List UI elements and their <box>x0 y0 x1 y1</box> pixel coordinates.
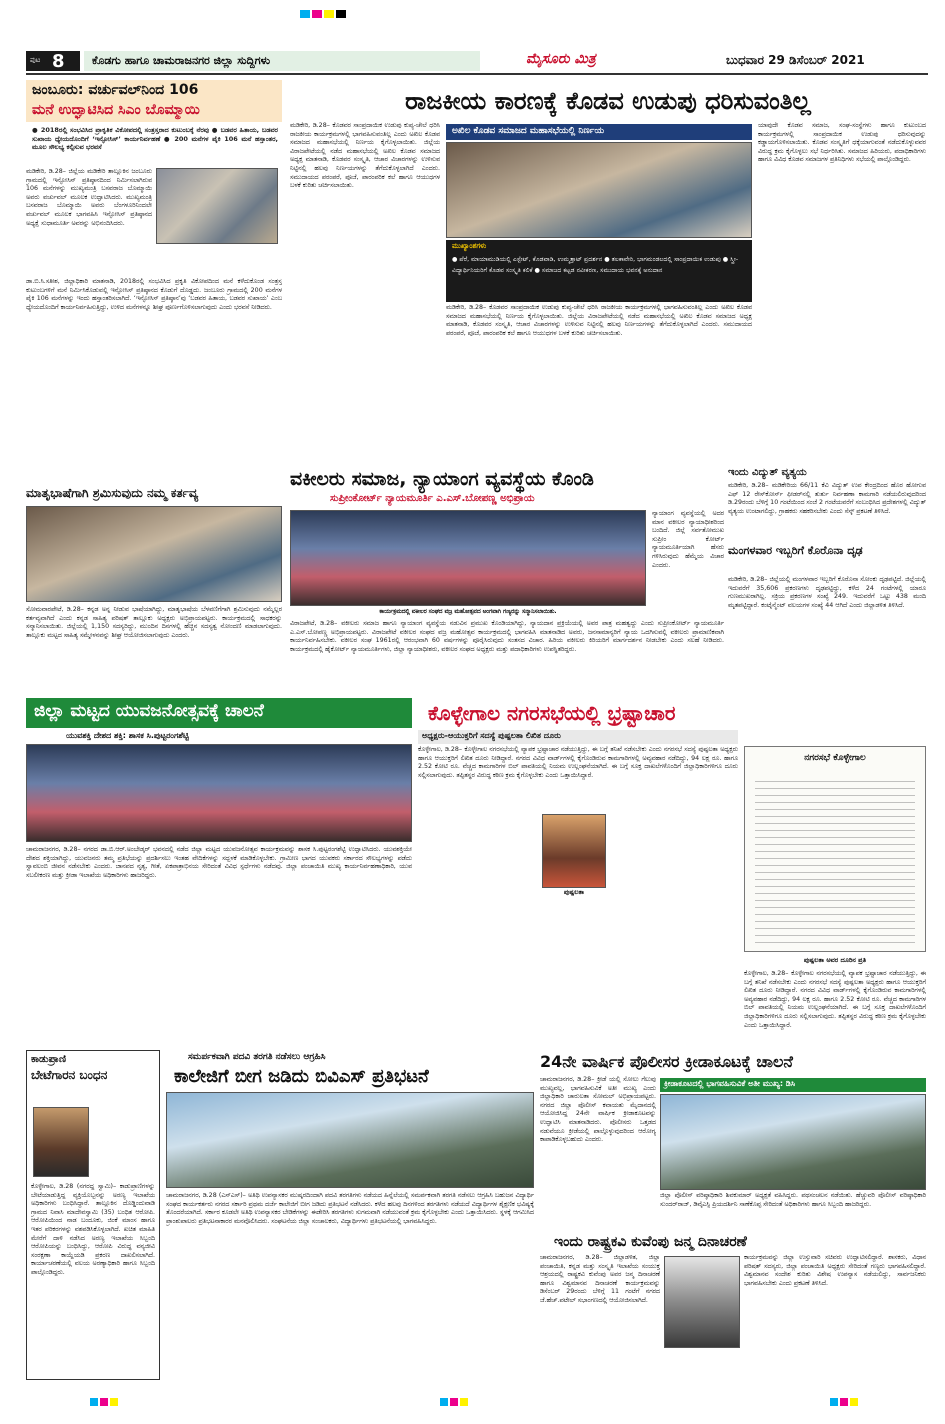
page-label: ಪುಟ <box>30 56 41 64</box>
issue-date: ಬುಧವಾರ 29 ಡಿಸೆಂಬರ್ 2021 <box>726 53 865 67</box>
story-body-1: ಮಡಿಕೇರಿ, ಡಿ.28– ಜಿಲ್ಲೆಯ ಮಡಿಕೇರಿ ತಾಲ್ಲೂಕಿನ ಜಂಬೂರು ಗ್ರಾಮದಲ್ಲಿ ಇನ್ಫೋಸಿಸ್ ಪ್ರತಿಷ್ಠಾನದಿಂದ ನಿರ್ಮಿಸಲಾಗಿರುವ 106 ಮನೆಗಳನ್ನು ಮುಖ್ಯಮಂತ್ರಿ ಬಸವರಾಜ ಬೊಮ್ಮಾಯಿ ಅವರು ವರ್ಚುವಲ್ ಮೂಲಕ ಉದ್ಘಾಟಿಸಿದರು. ಮುಖ್ಯಮಂತ್ರಿ ಬಸವರಾಜ ಬೊಮ್ಮಾಯಿ ಅವರು ಬೆಂಗಳೂರಿನಿಂದಲೇ ವರ್ಚುವಲ್ ಮೂಲಕ ಭಾಗವಹಿಸಿ ಇನ್ಫೋಸಿಸ್ ಪ್ರತಿಷ್ಠಾನದ ಅಧ್ಯಕ್ಷೆ ಸುಧಾಮೂರ್ತಿ ಅವರನ್ನು ಅಭಿನಂದಿಸಿದರು. <box>26 168 152 227</box>
page-number: 8 <box>52 51 65 72</box>
masthead-rule <box>26 73 928 75</box>
bvs-body: ಚಾಮರಾಜನಗರ, ಡಿ.28 (ಎಸ್‌ಎಸ್)– ಅತಿಥಿ ಉಪನ್ಯಾಸಕರ ಮುಷ್ಕರದಿಂದಾಗಿ ಪದವಿ ತರಗತಿಗಳು ನಡೆಯದ ಹಿನ್ನೆಲೆಯಲ್ಲಿ ಸಮರ್ಪಕವಾಗಿ ತರಗತಿ ನಡೆಸಲು ಆಗ್ರಹಿಸಿ ಬಹುಜನ ವಿದ್ಯಾರ್ಥಿ ಸಂಘದ ಕಾರ್ಯಕರ್ತರು ನಗರದ ಸರ್ಕಾರಿ ಪ್ರಥಮ ದರ್ಜೆ ಕಾಲೇಜಿಗೆ ಬೀಗ ಜಡಿದು ಪ್ರತಿಭಟನೆ ನಡೆಸಿದರು. ಕಳೆದ ಹಲವು ದಿನಗಳಿಂದ ತರಗತಿಗಳು ನಡೆಯದೆ ವಿದ್ಯಾರ್ಥಿಗಳ ಶೈಕ್ಷಣಿಕ ಭವಿಷ್ಯಕ್ಕೆ ತೊಂದರೆಯಾಗಿದೆ. ಸರ್ಕಾರ ಕೂಡಲೇ ಅತಿಥಿ ಉಪನ್ಯಾಸಕರ ಬೇಡಿಕೆಗಳನ್ನು ಈಡೇರಿಸಿ ತರಗತಿಗಳು ಸುಗಮವಾಗಿ ನಡೆಯುವಂತೆ ಕ್ರಮ ಕೈಗೊಳ್ಳಬೇಕು ಎಂದು ಒತ್ತಾಯಿಸಿದರು. ಸ್ಥಳಕ್ಕೆ ಆಗಮಿಸಿದ ಪ್ರಾಂಶುಪಾಲರು ಪ್ರತಿಭಟನಾಕಾರರ ಮನವೊಲಿಸಿದರು. ಸಂಘಟನೆಯ ಜಿಲ್ಲಾ ಸಂಚಾಲಕರು, ವಿದ್ಯಾರ್ಥಿಗಳು ಪ್ರತಿಭಟನೆಯಲ್ಲಿ ಭಾಗವಹಿಸಿದ್ದರು. <box>166 1192 534 1225</box>
newspaper-logo: ಮೈಸೂರು ಮಿತ್ರ <box>526 51 596 67</box>
headline-line-2: ಮನೆ ಉದ್ಘಾಟಿಸಿದ ಸಿಎಂ ಬೊಮ್ಮಾಯಿ <box>32 102 200 118</box>
story-kollegala <box>418 698 926 1044</box>
pushpalatha-portrait <box>542 814 606 888</box>
youth-festival-photo <box>26 744 412 842</box>
advocates-side-text: ನ್ಯಾಯಾಂಗ ವ್ಯವಸ್ಥೆಯಲ್ಲಿ ಅದರ ಮಾನ ವಕೀಲರ ನ್ಯಾಯಾಧೀಶರಿಂದ ಬಂದಿದೆ. ಜಿಲ್ಲೆ ಸರ್ವತೋಮುಖ ಸುಪ್ರೀಂ ಕೋರ್ಟ್ ನ್ಯಾಯಮೂರ್ತಿಯಾಗಿ ಹೆಸರು ಗಳಿಸಿರುವುದು ಹೆಮ್ಮೆಯ ವಿಚಾರ ಎಂದರು. <box>652 510 724 569</box>
advocates-photo-caption: ಕಾರ್ಯಕ್ರಮದಲ್ಲಿ ವಕೀಲರ ಸಂಘದ ವಜ್ರ ಮಹೋತ್ಸವದ ಅಂಗವಾಗಿ ಗಣ್ಯರನ್ನು ಸನ್ಮಾನಿಸಲಾಯಿತು. <box>379 609 557 615</box>
police-parade-photo <box>660 1094 926 1190</box>
key-points-title: ಮುಖ್ಯಾಂಶಗಳು <box>452 242 487 250</box>
registration-marks-top <box>0 0 945 30</box>
letter-header: ನಗರಸಭೆ ಕೊಳ್ಳೇಗಾಲ <box>804 753 866 763</box>
kodava-subhead: ಅಖಿಲ ಕೊಡವ ಸಮಾಜದ ಮಹಾಸಭೆಯಲ್ಲಿ ನಿರ್ಣಯ <box>452 126 605 136</box>
kollegala-subhead-band <box>418 730 738 744</box>
sports-photo-caption: ಕ್ರೀಡಾಕೂಟದಲ್ಲಿ ಭಾಗವಹಿಸುವಿಕೆ ಅತೀ ಮುಖ್ಯ: ಡಿಸಿ <box>664 1079 796 1088</box>
youth-headline: ಜಿಲ್ಲಾ ಮಟ್ಟದ ಯುವಜನೋತ್ಸವಕ್ಕೆ ಚಾಲನೆ <box>34 701 264 721</box>
mother-tongue-photo <box>26 506 282 602</box>
page-label-box <box>26 51 80 71</box>
kuvempu-body-2: ಕಾರ್ಯಕ್ರಮವನ್ನು ಜಿಲ್ಲಾ ಉಸ್ತುವಾರಿ ಸಚಿವರು ಉದ್ಘಾಟಿಸಲಿದ್ದಾರೆ. ಶಾಸಕರು, ವಿಧಾನ ಪರಿಷತ್ ಸದಸ್ಯರು, ಜಿಲ್ಲಾ ಪಂಚಾಯಿತಿ ಅಧ್ಯಕ್ಷರು ಸೇರಿದಂತೆ ಗಣ್ಯರು ಭಾಗವಹಿಸಲಿದ್ದಾರೆ. ವಿಶ್ವಮಾನವ ಸಂದೇಶ ಕುರಿತು ವಿಶೇಷ ಉಪನ್ಯಾಸ ನಡೆಯಲಿದ್ದು, ಸಾರ್ವಜನಿಕರು ಭಾಗವಹಿಸಬೇಕು ಎಂದು ಪ್ರಕಟಣೆ ತಿಳಿಸಿದೆ. <box>744 1254 926 1287</box>
bvs-headline: ಕಾಲೇಜಿಗೆ ಬೀಗ ಜಡಿದು ಬಿವಿಎಸ್ ಪ್ರತಿಭಟನೆ <box>174 1066 429 1087</box>
story-youth-festival <box>26 698 412 1044</box>
masthead <box>26 48 928 74</box>
kollegala-headline: ಕೊಳ್ಳೇಗಾಲ ನಗರಸಭೆಯಲ್ಲಿ ಭ್ರಷ್ಟಾಚಾರ <box>428 701 676 725</box>
kuvempu-headline: ಇಂದು ರಾಷ್ಟ್ರಕವಿ ಕುವೆಂಪು ಜನ್ಮ ದಿನಾಚರಣೆ <box>554 1234 747 1250</box>
story-advocates <box>290 466 724 692</box>
poacher-body: ಕೊಳ್ಳೇಗಾಲ, ಡಿ.28 (ನಗರದ್ದ ಸ್ವಾಮಿ)– ಕಾಡುಪ್ರಾಣಿಗಳನ್ನು ಬೇಟೆಯಾಡುತ್ತಿದ್ದ ವ್ಯಕ್ತಿಯೊಬ್ಬನನ್ನು ಅರಣ್ಯ ಇಲಾಖೆಯ ಅಧಿಕಾರಿಗಳು ಬಂಧಿಸಿದ್ದಾರೆ. ತಾಲ್ಲೂಕಿನ ದೊಡ್ಡಿಂದುವಾಡಿ ಗ್ರಾಮದ ನಿವಾಸಿ ಮಾದೇವಸ್ವಾಮಿ (35) ಬಂಧಿತ ಆರೋಪಿ. ಆರೋಪಿಯಿಂದ ನಾಡ ಬಂದೂಕು, ಜಿಂಕೆ ಮಾಂಸ ಹಾಗೂ ಇತರ ಪರಿಕರಗಳನ್ನು ವಶಪಡಿಸಿಕೊಳ್ಳಲಾಗಿದೆ. ಖಚಿತ ಮಾಹಿತಿ ಮೇರೆಗೆ ದಾಳಿ ನಡೆಸಿದ ಅರಣ್ಯ ಇಲಾಖೆಯ ಸಿಬ್ಬಂದಿ ಆರೋಪಿಯನ್ನು ಬಂಧಿಸಿದ್ದು, ಆರೋಪಿ ವಿರುದ್ಧ ವನ್ಯಜೀವಿ ಸಂರಕ್ಷಣಾ ಕಾಯ್ದೆಯಡಿ ಪ್ರಕರಣ ದಾಖಲಿಸಲಾಗಿದೆ. ಕಾರ್ಯಾಚರಣೆಯಲ್ಲಿ ವಲಯ ಅರಣ್ಯಾಧಿಕಾರಿ ಹಾಗೂ ಸಿಬ್ಬಂದಿ ಪಾಲ್ಗೊಂಡಿದ್ದರು. <box>31 1183 155 1276</box>
letter-caption: ಪುಷ್ಪಲತಾ ಅವರ ದೂರಿನ ಪ್ರತಿ <box>803 956 867 964</box>
story-kuvempu <box>540 1232 926 1380</box>
kollegala-body: ಕೊಳ್ಳೇಗಾಲ, ಡಿ.28– ಕೊಳ್ಳೇಗಾಲ ನಗರಸಭೆಯಲ್ಲಿ ವ್ಯಾಪಕ ಭ್ರಷ್ಟಾಚಾರ ನಡೆಯುತ್ತಿದ್ದು, ಈ ಬಗ್ಗೆ ತನಿಖೆ ನಡೆಸಬೇಕು ಎಂದು ನಗರಸಭೆ ಸದಸ್ಯೆ ಪುಷ್ಪಲತಾ ಅಧ್ಯಕ್ಷರು ಹಾಗೂ ಆಯುಕ್ತರಿಗೆ ಲಿಖಿತ ದೂರು ನೀಡಿದ್ದಾರೆ. ನಗರದ ವಿವಿಧ ವಾರ್ಡ್‌ಗಳಲ್ಲಿ ಕೈಗೊಂಡಿರುವ ಕಾಮಗಾರಿಗಳಲ್ಲಿ ಅವ್ಯವಹಾರ ನಡೆದಿದ್ದು, 94 ಲಕ್ಷ ರೂ. ಹಾಗೂ 2.52 ಕೋಟಿ ರೂ. ವೆಚ್ಚದ ಕಾಮಗಾರಿಗಳ ಬಿಲ್ ಪಾವತಿಯಲ್ಲಿ ನಿಯಮ ಉಲ್ಲಂಘನೆಯಾಗಿದೆ. ಈ ಬಗ್ಗೆ ಸೂಕ್ತ ದಾಖಲೆಗಳೊಂದಿಗೆ ಜಿಲ್ಲಾಧಿಕಾರಿಗಳಿಗೂ ದೂರು ಸಲ್ಲಿಸಲಾಗುವುದು. ತಪ್ಪಿತಸ್ಥರ ವಿರುದ್ಧ ಕಠಿಣ ಕ್ರಮ ಕೈಗೊಳ್ಳಬೇಕು ಎಂದು ಒತ್ತಾಯಿಸಿದ್ದಾರೆ. <box>418 746 738 779</box>
kuvempu-body-1: ಚಾಮರಾಜನಗರ, ಡಿ.28– ಜಿಲ್ಲಾಡಳಿತ, ಜಿಲ್ಲಾ ಪಂಚಾಯಿತಿ, ಕನ್ನಡ ಮತ್ತು ಸಂಸ್ಕೃತಿ ಇಲಾಖೆಯ ಸಂಯುಕ್ತ ಆಶ್ರಯದಲ್ಲಿ ರಾಷ್ಟ್ರಕವಿ ಕುವೆಂಪು ಅವರ ಜನ್ಮ ದಿನಾಚರಣೆ ಹಾಗೂ ವಿಶ್ವಮಾನವ ದಿನಾಚರಣೆ ಕಾರ್ಯಕ್ರಮವನ್ನು ಡಿಸೆಂಬರ್ 29ರಂದು ಬೆಳಿಗ್ಗೆ 11 ಗಂಟೆಗೆ ನಗರದ ಜೆ.ಹೆಚ್.ಪಟೇಲ್ ಸಭಾಂಗಣದಲ್ಲಿ ಆಯೋಜಿಸಲಾಗಿದೆ. <box>540 1254 660 1304</box>
section-title: ಕೊಡಗು ಹಾಗೂ ಚಾಮರಾಜನಗರ ಜಿಲ್ಲಾ ಸುದ್ದಿಗಳು <box>92 54 271 67</box>
letter-lines <box>755 775 915 945</box>
corona-headline: ಮಂಗಳವಾರ ಇಬ್ಬರಿಗೆ ಕೊರೊನಾ ದೃಢ <box>728 544 863 557</box>
youth-body: ಚಾಮರಾಜನಗರ, ಡಿ.28– ನಗರದ ಡಾ.ಬಿ.ಆರ್.ಅಂಬೇಡ್ಕರ್ ಭವನದಲ್ಲಿ ನಡೆದ ಜಿಲ್ಲಾ ಮಟ್ಟದ ಯುವಜನೋತ್ಸವ ಕಾರ್ಯಕ್ರಮವನ್ನು ಶಾಸಕ ಸಿ.ಪುಟ್ಟರಂಗಶೆಟ್ಟಿ ಉದ್ಘಾಟಿಸಿದರು. ಯುವಶಕ್ತಿಯೇ ದೇಶದ ಶಕ್ತಿಯಾಗಿದ್ದು, ಯುವಜನರು ತಮ್ಮ ಪ್ರತಿಭೆಯನ್ನು ಪ್ರದರ್ಶಿಸಲು ಇಂತಹ ವೇದಿಕೆಗಳನ್ನು ಸದ್ಬಳಕೆ ಮಾಡಿಕೊಳ್ಳಬೇಕು. ಗ್ರಾಮೀಣ ಭಾಗದ ಯುವಕರು ಸರ್ಕಾರದ ಸೌಲಭ್ಯಗಳನ್ನು ಪಡೆದು ಸ್ವಾವಲಂಬಿ ಜೀವನ ನಡೆಸಬೇಕು ಎಂದರು. ಜಾನಪದ ನೃತ್ಯ, ಗೀತೆ, ಏಕಪಾತ್ರಾಭಿನಯ ಸೇರಿದಂತೆ ವಿವಿಧ ಸ್ಪರ್ಧೆಗಳು ನಡೆದವು. ಜಿಲ್ಲಾ ಪಂಚಾಯಿತಿ ಮುಖ್ಯ ಕಾರ್ಯನಿರ್ವಹಣಾಧಿಕಾರಿ, ಯುವ ಸಬಲೀಕರಣ ಮತ್ತು ಕ್ರೀಡಾ ಇಲಾಖೆಯ ಅಧಿಕಾರಿಗಳು ಹಾಜರಿದ್ದರು. <box>26 846 412 879</box>
section-title-band <box>84 51 480 71</box>
poacher-headline-2: ಬೇಟೆಗಾರನ ಬಂಧನ <box>31 1068 108 1082</box>
kodava-body-3: ಮಡಿಕೇರಿ, ಡಿ.28– ಕೊಡವರ ಸಾಂಪ್ರದಾಯಿಕ ಉಡುಪು ಕುಪ್ಯ-ಚೇಲೆ ಧರಿಸಿ ರಾಜಕೀಯ ಕಾರ್ಯಕ್ರಮಗಳಲ್ಲಿ ಭಾಗವಹಿಸುವಂತಿಲ್ಲ ಎಂದು ಅಖಿಲ ಕೊಡವ ಸಮಾಜದ ಮಹಾಸಭೆಯಲ್ಲಿ ನಿರ್ಣಯ ಕೈಗೊಳ್ಳಲಾಯಿತು. ಜಿಲ್ಲೆಯ ವಿರಾಜಪೇಟೆಯಲ್ಲಿ ನಡೆದ ಮಹಾಸಭೆಯಲ್ಲಿ ಅಖಿಲ ಕೊಡವ ಸಮಾಜದ ಅಧ್ಯಕ್ಷ ಮಾತನಾಡಿ, ಕೊಡವರ ಸಂಸ್ಕೃತಿ, ಆಚಾರ ವಿಚಾರಗಳನ್ನು ಉಳಿಸುವ ನಿಟ್ಟಿನಲ್ಲಿ ಹಲವು ನಿರ್ಣಯಗಳನ್ನು ತೆಗೆದುಕೊಳ್ಳಲಾಗಿದೆ ಎಂದರು. ಸಮುದಾಯದ ಪರಂಪರೆ, ಪೂಜೆ, ಪಾರಂಪರಿಕ ಕಲೆ ಹಾಗೂ ಆಯುಧಗಳ ಬಳಕೆ ಕುರಿತು ಚರ್ಚಿಸಲಾಯಿತು. <box>446 304 752 337</box>
story-bvs-protest <box>166 1050 534 1380</box>
bullet-points: ● 2018ರಲ್ಲಿ ಸಂಭವಿಸಿದ ಪ್ರಾಕೃತಿಕ ವಿಕೋಪದಲ್ಲಿ ಸಂತ್ರಸ್ತರಾದ ಕುಟುಂಬಕ್ಕೆ ನೆರವು ● ಬಡವರ ಹಿತಾಯ, ಬಡವರ ಸುಖಾಯ ಧ್ಯೇಯದೊಂದಿಗೆ ‘ಇನ್ಫೋಸಿಸ್’ ಕಾರ್ಯನಿರ್ವಹಣೆ ● 200 ಮನೆಗಳ ಪೈಕಿ 106 ಮನೆ ಹಸ್ತಾಂತರ, ಮೂಲ ಸೌಲಭ್ಯ ಕಲ್ಪಿಸುವ ಭರವಸೆ <box>32 126 278 152</box>
story-corona <box>728 544 926 692</box>
youth-headline-band <box>26 698 412 728</box>
story-poacher <box>26 1050 160 1380</box>
advocates-subhead: ಸುಪ್ರೀಂಕೋರ್ಟ್ ನ್ಯಾಯಮೂರ್ತಿ ಎ.ಎಸ್.ಬೋಪಣ್ಣ ಅಭಿಪ್ರಾಯ <box>330 493 535 504</box>
sports-body-2: ಜಿಲ್ಲಾ ಪೊಲೀಸ್ ವರಿಷ್ಠಾಧಿಕಾರಿ ಶಿವಕುಮಾರ್ ಅಧ್ಯಕ್ಷತೆ ವಹಿಸಿದ್ದರು. ಪಥಸಂಚಲನ ನಡೆಯಿತು. ಹೆಚ್ಚುವರಿ ಪೊಲೀಸ್ ವರಿಷ್ಠಾಧಿಕಾರಿ ಸುಂದರ್‌ರಾಜ್, ಡಿವೈಎಸ್ಪಿ ಪ್ರಿಯದರ್ಶಿನಿ ಸಾಣೆಕೊಪ್ಪ ಸೇರಿದಂತೆ ಅಧಿಕಾರಿಗಳು ಹಾಗೂ ಸಿಬ್ಬಂದಿ ಹಾಜರಿದ್ದರು. <box>660 1192 926 1208</box>
key-points-list: ● ಪೆರೆ, ಮಾಯಾಮುಡಿಯಲ್ಲಿ ಎಸ್ಟೇಟ್, ಕೊಡವಾಡಿ, ಉಮ್ಮತ್ತಾಟ್ ಪ್ರದರ್ಶನ ● ತಲಕಾವೇರಿ, ಭಾಗಮಂಡಲದಲ್ಲಿ ಸಾಂಪ್ರದಾಯಿಕ ಉಡುಪು ● ಸ್ತ್ರೀ-ವಿದ್ಯಾರ್ಥಿನಿಯರಿಗೆ ಕೊಡವ ಸಂಸ್ಕೃತಿ ಕಲಿಕೆ ● ಸಮಾಜದ ಕಟ್ಟಡ ನವೀಕರಣ, ಸಮುದಾಯ ಭವನಕ್ಕೆ ಅನುದಾನ <box>452 256 739 274</box>
key-points-box <box>446 240 752 302</box>
story-power-outage <box>728 466 926 540</box>
bvs-kicker: ಸಮರ್ಪಕವಾಗಿ ಪದವಿ ತರಗತಿ ನಡೆಸಲು ಆಗ್ರಹಿಸಿ <box>188 1052 326 1062</box>
advocates-body: ವಿರಾಜಪೇಟೆ, ಡಿ.28– ವಕೀಲರು ಸಮಾಜ ಹಾಗೂ ನ್ಯಾಯಾಂಗ ವ್ಯವಸ್ಥೆಯ ನಡುವಿನ ಪ್ರಮುಖ ಕೊಂಡಿಯಾಗಿದ್ದು, ನ್ಯಾಯದಾನ ಪ್ರಕ್ರಿಯೆಯಲ್ಲಿ ಅವರ ಪಾತ್ರ ಮಹತ್ವದ್ದು ಎಂದು ಸುಪ್ರೀಂಕೋರ್ಟ್ ನ್ಯಾಯಮೂರ್ತಿ ಎ.ಎಸ್.ಬೋಪಣ್ಣ ಅಭಿಪ್ರಾಯಪಟ್ಟರು. ವಿರಾಜಪೇಟೆ ವಕೀಲರ ಸಂಘದ ವಜ್ರ ಮಹೋತ್ಸವ ಕಾರ್ಯಕ್ರಮದಲ್ಲಿ ಭಾಗವಹಿಸಿ ಮಾತನಾಡಿದ ಅವರು, ಜನಸಾಮಾನ್ಯರಿಗೆ ನ್ಯಾಯ ಒದಗಿಸುವಲ್ಲಿ ವಕೀಲರು ಪ್ರಾಮಾಣಿಕವಾಗಿ ಕಾರ್ಯನಿರ್ವಹಿಸಬೇಕು. ವಕೀಲರ ಸಂಘ 1961ರಲ್ಲಿ ಆರಂಭವಾಗಿ 60 ವರ್ಷಗಳನ್ನು ಪೂರೈಸಿರುವುದು ಸಂತಸದ ವಿಚಾರ. ಹಿರಿಯ ವಕೀಲರು ಕಿರಿಯರಿಗೆ ಮಾರ್ಗದರ್ಶನ ನೀಡಬೇಕು ಎಂದು ಸಲಹೆ ನೀಡಿದರು. ಕಾರ್ಯಕ್ರಮದಲ್ಲಿ ಹೈಕೋರ್ಟ್ ನ್ಯಾಯಮೂರ್ತಿಗಳು, ಜಿಲ್ಲಾ ನ್ಯಾಯಾಧೀಶರು, ವಕೀಲರ ಸಂಘದ ಅಧ್ಯಕ್ಷರು ಮತ್ತು ಪದಾಧಿಕಾರಿಗಳು ಉಪಸ್ಥಿತರಿದ್ದರು. <box>290 620 724 653</box>
kodava-body-2: ಯಾವುದೇ ಕೊಡವ ಸಮಾಜ, ಸಂಘ-ಸಂಸ್ಥೆಗಳು ಹಾಗೂ ಕುಟುಂಬದ ಕಾರ್ಯಕ್ರಮಗಳಲ್ಲಿ ಸಾಂಪ್ರದಾಯಿಕ ಉಡುಪು ಧರಿಸುವುದನ್ನು ಕಡ್ಡಾಯಗೊಳಿಸಲಾಯಿತು. ಕೊಡವ ಸಂಸ್ಕೃತಿಗೆ ಧಕ್ಕೆಯಾಗುವಂತೆ ನಡೆದುಕೊಳ್ಳುವವರ ವಿರುದ್ಧ ಕ್ರಮ ಕೈಗೊಳ್ಳಲು ಸಭೆ ನಿರ್ಧರಿಸಿತು. ಸಮಾಜದ ಹಿರಿಯರು, ಪದಾಧಿಕಾರಿಗಳು ಹಾಗೂ ವಿವಿಧ ಕೊಡವ ಸಮಾಜಗಳ ಪ್ರತಿನಿಧಿಗಳು ಸಭೆಯಲ್ಲಿ ಪಾಲ್ಗೊಂಡಿದ್ದರು. <box>758 122 926 164</box>
kuvempu-portrait <box>664 1256 740 1348</box>
advocates-headline: ವಕೀಲರು ಸಮಾಜ, ನ್ಯಾಯಾಂಗ ವ್ಯವಸ್ಥೆಯ ಕೊಂಡಿ <box>290 468 594 490</box>
story-mother-tongue <box>26 484 282 690</box>
story-kodava <box>290 82 926 462</box>
headline-box <box>26 80 282 122</box>
story-jamburu <box>26 80 282 478</box>
headline-line-1: ಜಂಬೂರು: ವರ್ಚುವಲ್‌ನಿಂದ 106 <box>32 82 199 98</box>
youth-subhead: ಯುವಶಕ್ತಿ ದೇಶದ ಶಕ್ತಿ: ಶಾಸಕ ಸಿ.ಪುಟ್ಟರಂಗಶೆಟ್ಟಿ <box>66 731 189 740</box>
advocates-event-photo <box>290 510 646 606</box>
kollegala-subhead: ಅಧ್ಯಕ್ಷರು-ಆಯುಕ್ತರಿಗೆ ಸದಸ್ಯೆ ಪುಷ್ಪಲತಾ ಲಿಖಿತ ದೂರು <box>422 731 561 740</box>
kodava-body-1: ಮಡಿಕೇರಿ, ಡಿ.28– ಕೊಡವರ ಸಾಂಪ್ರದಾಯಿಕ ಉಡುಪು ಕುಪ್ಯ-ಚೇಲೆ ಧರಿಸಿ ರಾಜಕೀಯ ಕಾರ್ಯಕ್ರಮಗಳಲ್ಲಿ ಭಾಗವಹಿಸುವಂತಿಲ್ಲ ಎಂದು ಅಖಿಲ ಕೊಡವ ಸಮಾಜದ ಮಹಾಸಭೆಯಲ್ಲಿ ನಿರ್ಣಯ ಕೈಗೊಳ್ಳಲಾಯಿತು. ಜಿಲ್ಲೆಯ ವಿರಾಜಪೇಟೆಯಲ್ಲಿ ನಡೆದ ಮಹಾಸಭೆಯಲ್ಲಿ ಅಖಿಲ ಕೊಡವ ಸಮಾಜದ ಅಧ್ಯಕ್ಷ ಮಾತನಾಡಿ, ಕೊಡವರ ಸಂಸ್ಕೃತಿ, ಆಚಾರ ವಿಚಾರಗಳನ್ನು ಉಳಿಸುವ ನಿಟ್ಟಿನಲ್ಲಿ ಹಲವು ನಿರ್ಣಯಗಳನ್ನು ತೆಗೆದುಕೊಳ್ಳಲಾಗಿದೆ ಎಂದರು. ಸಮುದಾಯದ ಪರಂಪರೆ, ಪೂಜೆ, ಪಾರಂಪರಿಕ ಕಲೆ ಹಾಗೂ ಆಯುಧಗಳ ಬಳಕೆ ಕುರಿತು ಚರ್ಚಿಸಲಾಯಿತು. <box>290 122 440 190</box>
kollegala-body-2: ಕೊಳ್ಳೇಗಾಲ, ಡಿ.28– ಕೊಳ್ಳೇಗಾಲ ನಗರಸಭೆಯಲ್ಲಿ ವ್ಯಾಪಕ ಭ್ರಷ್ಟಾಚಾರ ನಡೆಯುತ್ತಿದ್ದು, ಈ ಬಗ್ಗೆ ತನಿಖೆ ನಡೆಸಬೇಕು ಎಂದು ನಗರಸಭೆ ಸದಸ್ಯೆ ಪುಷ್ಪಲತಾ ಅಧ್ಯಕ್ಷರು ಹಾಗೂ ಆಯುಕ್ತರಿಗೆ ಲಿಖಿತ ದೂರು ನೀಡಿದ್ದಾರೆ. ನಗರದ ವಿವಿಧ ವಾರ್ಡ್‌ಗಳಲ್ಲಿ ಕೈಗೊಂಡಿರುವ ಕಾಮಗಾರಿಗಳಲ್ಲಿ ಅವ್ಯವಹಾರ ನಡೆದಿದ್ದು, 94 ಲಕ್ಷ ರೂ. ಹಾಗೂ 2.52 ಕೋಟಿ ರೂ. ವೆಚ್ಚದ ಕಾಮಗಾರಿಗಳ ಬಿಲ್ ಪಾವತಿಯಲ್ಲಿ ನಿಯಮ ಉಲ್ಲಂಘನೆಯಾಗಿದೆ. ಈ ಬಗ್ಗೆ ಸೂಕ್ತ ದಾಖಲೆಗಳೊಂದಿಗೆ ಜಿಲ್ಲಾಧಿಕಾರಿಗಳಿಗೂ ದೂರು ಸಲ್ಲಿಸಲಾಗುವುದು. ತಪ್ಪಿತಸ್ಥರ ವಿರುದ್ಧ ಕಠಿಣ ಕ್ರಮ ಕೈಗೊಳ್ಳಬೇಕು ಎಂದು ಒತ್ತಾಯಿಸಿದ್ದಾರೆ. <box>744 970 926 1029</box>
story-body-2: ಡಾ.ಬಿ.ಸಿ.ಸತೀಶ, ಜಿಲ್ಲಾಧಿಕಾರಿ ಮಾತನಾಡಿ, 2018ರಲ್ಲಿ ಸಂಭವಿಸಿದ ಪ್ರಕೃತಿ ವಿಕೋಪದಿಂದ ಮನೆ ಕಳೆದುಕೊಂಡ ಸಂತ್ರಸ್ತ ಕುಟುಂಬಗಳಿಗೆ ಮನೆ ನಿರ್ಮಿಸಿಕೊಡುವಲ್ಲಿ ಇನ್ಫೋಸಿಸ್ ಪ್ರತಿಷ್ಠಾನದ ಕೊಡುಗೆ ದೊಡ್ಡದು. ಜಂಬೂರು ಗ್ರಾಮದಲ್ಲಿ 200 ಮನೆಗಳ ಪೈಕಿ 106 ಮನೆಗಳನ್ನು ಇಂದು ಹಸ್ತಾಂತರಿಸಲಾಗಿದೆ. ‘ಇನ್ಫೋಸಿಸ್ ಪ್ರತಿಷ್ಠಾನ’ವು ‘ಬಡವರ ಹಿತಾಯ, ಬಡವರ ಸುಖಾಯ’ ಎಂಬ ಧ್ಯೇಯದೊಂದಿಗೆ ಕಾರ್ಯನಿರ್ವಹಿಸುತ್ತಿದ್ದು, ಉಳಿದ ಮನೆಗಳನ್ನೂ ಶೀಘ್ರ ಪೂರ್ಣಗೊಳಿಸಲಾಗುವುದು ಎಂದು ಭರವಸೆ ನೀಡಿದರು. <box>26 278 282 311</box>
poacher-photo <box>33 1107 89 1177</box>
poacher-headline-1: ಕಾಡುಪ್ರಾಣಿ <box>31 1054 67 1065</box>
kodava-headline: ರಾಜಕೀಯ ಕಾರಣಕ್ಕೆ ಕೊಡವ ಉಡುಪು ಧರಿಸುವಂತಿಲ್ಲ <box>405 87 811 115</box>
mother-tongue-headline: ಮಾತೃಭಾಷೆಗಾಗಿ ಶ್ರಮಿಸುವುದು ನಮ್ಮ ಕರ್ತವ್ಯ <box>26 486 199 500</box>
mother-tongue-body: ಸೋಮವಾರಪೇಟೆ, ಡಿ.28– ಕನ್ನಡ ಅನ್ನ ನೀಡುವ ಭಾಷೆಯಾಗಿದ್ದು, ಮಾತೃಭಾಷೆಯ ಬೆಳವಣಿಗೆಗಾಗಿ ಶ್ರಮಿಸುವುದು ನಮ್ಮೆಲ್ಲರ ಕರ್ತವ್ಯವಾಗಿದೆ ಎಂದು ಕನ್ನಡ ಸಾಹಿತ್ಯ ಪರಿಷತ್ ತಾಲ್ಲೂಕು ಅಧ್ಯಕ್ಷರು ಅಭಿಪ್ರಾಯಪಟ್ಟರು. ಕಾರ್ಯಕ್ರಮದಲ್ಲಿ ಸಾಧಕರನ್ನು ಸನ್ಮಾನಿಸಲಾಯಿತು. ಜಿಲ್ಲೆಯಲ್ಲಿ 1,150 ಸದಸ್ಯರಿದ್ದು, ಮುಂದಿನ ದಿನಗಳಲ್ಲಿ ಹೆಚ್ಚಿನ ಸದಸ್ಯತ್ವ ನೋಂದಣಿ ಮಾಡಲಾಗುವುದು. ತಾಲ್ಲೂಕು ಮಟ್ಟದ ಸಾಹಿತ್ಯ ಸಮ್ಮೇಳನವನ್ನು ಶೀಘ್ರ ಆಯೋಜಿಸಲಾಗುವುದು ಎಂದರು. <box>26 606 282 639</box>
virtual-inauguration-photo <box>156 168 278 244</box>
complaint-letter <box>744 746 926 952</box>
bvs-protest-photo <box>166 1092 534 1188</box>
story-police-sports <box>540 1050 926 1228</box>
power-body: ಮಡಿಕೇರಿ, ಡಿ.28– ಮಡಿಕೇರಿಯ 66/11 ಕೆವಿ ವಿದ್ಯುತ್ ಉಪ ಕೇಂದ್ರದಿಂದ ಹೊರ ಹೋಗುವ ಎಫ್ 12 ರೇಸ್‌ಕೋರ್ಸ್ ಫೀಡರ್‌ನಲ್ಲಿ ತುರ್ತು ನಿರ್ವಹಣಾ ಕಾಮಗಾರಿ ನಡೆಯಲಿರುವುದರಿಂದ ಡಿ.29ರಂದು ಬೆಳಿಗ್ಗೆ 10 ಗಂಟೆಯಿಂದ ಸಂಜೆ 2 ಗಂಟೆಯವರೆಗೆ ಸಂಬಂಧಿಸಿದ ಪ್ರದೇಶಗಳಲ್ಲಿ ವಿದ್ಯುತ್ ವ್ಯತ್ಯಯ ಉಂಟಾಗಲಿದ್ದು, ಗ್ರಾಹಕರು ಸಹಕರಿಸಬೇಕು ಎಂದು ಸೆಸ್ಕ್ ಪ್ರಕಟಣೆ ತಿಳಿಸಿದೆ. <box>728 482 926 515</box>
kodava-subhead-band <box>446 124 752 140</box>
sports-headline: 24ನೇ ವಾರ್ಷಿಕ ಪೊಲೀಸರ ಕ್ರೀಡಾಕೂಟಕ್ಕೆ ಚಾಲನೆ <box>540 1052 793 1071</box>
corona-body: ಮಡಿಕೇರಿ, ಡಿ.28– ಜಿಲ್ಲೆಯಲ್ಲಿ ಮಂಗಳವಾರ ಇಬ್ಬರಿಗೆ ಕೊರೊನಾ ಸೋಂಕು ದೃಢಪಟ್ಟಿದೆ. ಜಿಲ್ಲೆಯಲ್ಲಿ ಇದುವರೆಗೆ 35,606 ಪ್ರಕರಣಗಳು ದೃಢಪಟ್ಟಿದ್ದು, ಕಳೆದ 24 ಗಂಟೆಗಳಲ್ಲಿ ಯಾರೂ ಗುಣಮುಖರಾಗಿಲ್ಲ. ಸಕ್ರಿಯ ಪ್ರಕರಣಗಳ ಸಂಖ್ಯೆ 249. ಇದುವರೆಗೆ ಒಟ್ಟು 438 ಮಂದಿ ಮೃತಪಟ್ಟಿದ್ದಾರೆ. ಕಂಟೈನ್ಮೆಂಟ್ ವಲಯಗಳ ಸಂಖ್ಯೆ 44 ಆಗಿದೆ ಎಂದು ಜಿಲ್ಲಾಡಳಿತ ತಿಳಿಸಿದೆ. <box>728 576 926 609</box>
sports-body-1: ಚಾಮರಾಜನಗರ, ಡಿ.28– ಕ್ರೀಡೆ ಯಲ್ಲಿ ಸೋಲು ಗೆಲುವು ಮುಖ್ಯವಲ್ಲ, ಭಾಗವಹಿಸುವಿಕೆ ಅತೀ ಮುಖ್ಯ ಎಂದು ಜಿಲ್ಲಾಧಿಕಾರಿ ಚಾರುಲತಾ ಸೋಮಲ್ ಅಭಿಪ್ರಾಯಪಟ್ಟರು. ನಗರದ ಜಿಲ್ಲಾ ಪೊಲೀಸ್ ಕವಾಯತು ಮೈದಾನದಲ್ಲಿ ಆಯೋಜಿಸಿದ್ದ 24ನೇ ವಾರ್ಷಿಕ ಕ್ರೀಡಾಕೂಟವನ್ನು ಉದ್ಘಾಟಿಸಿ ಮಾತನಾಡಿದರು. ಪೊಲೀಸರು ಒತ್ತಡದ ನಡುವೆಯೂ ಕ್ರೀಡೆಯಲ್ಲಿ ಪಾಲ್ಗೊಳ್ಳುವುದರಿಂದ ಆರೋಗ್ಯ ಕಾಪಾಡಿಕೊಳ್ಳಬಹುದು ಎಂದರು. <box>540 1076 656 1144</box>
registration-marks-bottom <box>0 1394 945 1414</box>
power-headline: ಇಂದು ವಿದ್ಯುತ್ ವ್ಯತ್ಯಯ <box>728 467 807 478</box>
sports-caption-band <box>660 1078 926 1092</box>
meeting-photo <box>446 142 752 238</box>
portrait-caption: ಪುಷ್ಪಲತಾ <box>563 888 585 896</box>
